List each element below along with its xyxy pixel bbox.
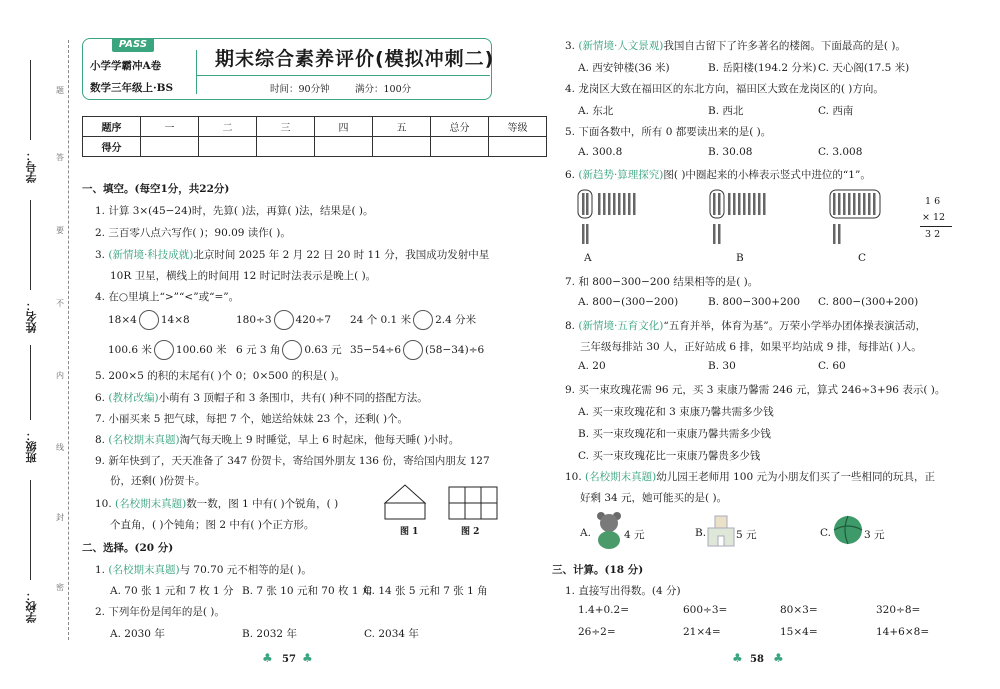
choice-option-a[interactable]: A. 西安钟楼(36 米) (578, 62, 670, 74)
choice-option-a[interactable]: A. 300.8 (578, 146, 623, 158)
choice-option-b[interactable]: B. (695, 527, 707, 539)
choice-question-8: 8. (新情境·五育文化)“五育并举，体育为基”。万荣小学举办团体操表演活动， (565, 320, 927, 332)
compare-circle[interactable] (154, 340, 174, 360)
page-number-left: 57 (282, 654, 296, 665)
compare-item (108, 310, 190, 330)
question-6: 6. (教材改编)小萌有 3 顶帽子和 3 条围巾，共有( )种不同的搭配方法。 (95, 392, 428, 404)
compare-right: 100.60 米 (175, 344, 227, 356)
choice-option-b[interactable]: B. 30 (708, 360, 736, 372)
seal-char: 要 (56, 226, 64, 235)
choice-option-b[interactable]: B. 30.08 (708, 146, 753, 158)
score-row-label: 得分 (83, 137, 141, 157)
compare-item (108, 340, 226, 360)
calc-item[interactable]: 600÷3= (683, 604, 728, 616)
building-blocks-icon (706, 512, 736, 548)
compare-circle[interactable] (274, 310, 294, 330)
question-7: 7. 小丽买来 5 把气球，每把 7 个，她送给妹妹 23 个，还剩( )个。 (95, 413, 409, 425)
choice-option-c[interactable]: C. 14 张 5 元和 7 张 1 角 (364, 585, 488, 597)
choice-option-a[interactable]: A. 东北 (578, 105, 614, 117)
compare-left: 180÷3 (236, 314, 272, 326)
choice-question-3: 3. (新情境·人文景观)我国自古留下了许多著名的楼阁。下面最高的是( )。 (565, 40, 906, 52)
palm-icon: ♣ (732, 651, 743, 665)
choice-question-10: 10. (名校期末真题)幼儿园王老师用 100 元为小朋友们买了一些相同的玩具，正 (565, 471, 935, 483)
score-cell[interactable] (257, 137, 315, 157)
question-text: 与 70.70 元不相等的是( )。 (179, 564, 312, 576)
class-label: 班级： (25, 430, 38, 463)
question-tag: (教材改编) (108, 392, 159, 404)
question-10: 10. (名校期末真题)数一数，图 1 中有( )个锐角，( ) (95, 498, 339, 510)
figures-svg (383, 483, 513, 521)
student-number-line[interactable] (30, 60, 31, 140)
series-label: 小学学霸冲A卷 (90, 60, 162, 72)
question-tag: (新情境·五育文化) (578, 320, 664, 332)
question-tag: (名校期末真题) (115, 498, 187, 510)
header-sub-divider (196, 75, 490, 76)
price-label: 5 元 (736, 529, 757, 541)
sticks-figure (572, 186, 892, 248)
choice-option-a[interactable]: A. 800−(300−200) (578, 296, 679, 308)
calc-item[interactable]: 14+6×8= (876, 626, 930, 638)
choice-question-8-cont: 三年级每排站 30 人，正好站成 6 排，如果平均站成 9 排，每排站( )人。 (580, 341, 922, 353)
choice-option-c[interactable]: C. 800−(300+200) (818, 296, 919, 308)
choice-question-7: 7. 和 800−300−200 结果相等的是( )。 (565, 276, 759, 288)
choice-option-c[interactable]: C. 西南 (818, 105, 854, 117)
choice-option-a[interactable]: A. 买一束玫瑰花和 3 束康乃馨共需多少钱 (578, 406, 774, 418)
question-9: 9. 新年快到了，天天准备了 347 份贺卡，寄给国外朋友 136 份，寄给国内朋友 127 (95, 455, 490, 467)
figure-1-house (385, 485, 425, 519)
exam-full-score: 满分：100分 (355, 84, 412, 95)
choice-option-b[interactable]: B. 西北 (708, 105, 744, 117)
calc-item[interactable]: 26÷2= (578, 626, 616, 638)
seal-char: 不 (56, 299, 64, 308)
calc-item[interactable]: 1.4+0.2= (578, 604, 629, 616)
sticks-group-a (578, 190, 636, 244)
choice-question-4: 4. 龙岗区大致在福田区的东北方向，福田区大致在龙岗区的( )方向。 (565, 83, 884, 95)
vertical-calc-rule (920, 226, 952, 227)
choice-option-a[interactable]: A. 20 (578, 360, 606, 372)
price-label: 3 元 (864, 529, 885, 541)
choice-option-b[interactable]: B. 2032 年 (242, 628, 297, 640)
compare-right: 14×8 (160, 314, 190, 326)
question-tag: (名校期末真题) (585, 471, 657, 483)
class-line[interactable] (30, 345, 31, 420)
score-header-cell: 四 (315, 117, 373, 137)
calc-item[interactable]: 320÷8= (876, 604, 921, 616)
question-tag: (新情境·人文景观) (578, 40, 664, 52)
question-text: “五育并举，体育为基”。万荣小学举办团体操表演活动， (663, 320, 927, 332)
grade-label: 数学三年级上·BS (90, 82, 174, 94)
sticks-group-b (710, 190, 766, 244)
score-header-cell: 二 (199, 117, 257, 137)
compare-item (236, 310, 331, 330)
seal-char: 封 (56, 513, 64, 522)
calc-item[interactable]: 80×3= (780, 604, 818, 616)
compare-circle[interactable] (413, 310, 433, 330)
score-cell[interactable] (199, 137, 257, 157)
score-header-cell: 一 (141, 117, 199, 137)
choice-question-2: 2. 下列年份是闰年的是( )。 (95, 606, 225, 618)
question-tag: (新趋势·算理探究) (578, 169, 664, 181)
choice-question-5: 5. 下面各数中，所有 0 都要读出来的是( )。 (565, 126, 772, 138)
compare-right: 420÷7 (295, 314, 332, 326)
vertical-calc-line: × 12 (922, 212, 946, 223)
question-3: 3. (新情境·科技成就)北京时间 2025 年 2 月 22 日 20 时 11 分，我国成功发射中星 (95, 249, 490, 261)
score-header-cell: 等级 (489, 117, 547, 137)
question-text: 淘气每天晚上 9 时睡觉，早上 6 时起床，他每天睡( )小时。 (179, 434, 460, 446)
question-8: 8. (名校期末真题)淘气每天晚上 9 时睡觉，早上 6 时起床，他每天睡( )小时。 (95, 434, 460, 446)
question-text: 我国自古留下了许多著名的楼阁。下面最高的是( )。 (663, 40, 906, 52)
sticks-label-a[interactable]: A (584, 252, 592, 264)
school-line[interactable] (30, 480, 31, 580)
choice-option-a[interactable]: A. 70 张 1 元和 7 枚 1 分 (110, 585, 234, 597)
score-header-cell: 三 (257, 117, 315, 137)
seal-char: 答 (56, 153, 64, 162)
score-cell[interactable] (315, 137, 373, 157)
score-table (82, 116, 547, 157)
sticks-label-c[interactable]: C (858, 252, 867, 264)
school-label: 学校： (25, 590, 38, 623)
compare-right: 0.63 元 (304, 344, 342, 356)
compare-right: 2.4 分米 (435, 314, 477, 326)
choice-option-a[interactable]: A. 2030 年 (110, 628, 165, 640)
score-header-cell: 题序 (83, 117, 141, 137)
question-10-cont: 个直角，( )个钝角；图 2 中有( )个正方形。 (110, 519, 315, 531)
calc-item[interactable]: 21×4= (683, 626, 721, 638)
choice-option-b[interactable]: B. 买一束玫瑰花和一束康乃馨共需多少钱 (578, 428, 771, 440)
ball-icon (832, 514, 864, 546)
score-header-cell: 五 (373, 117, 431, 137)
choice-option-c[interactable]: C. (820, 527, 831, 539)
calc-intro: 1. 直接写出得数。(4 分) (565, 585, 681, 597)
page-title: 期末综合素养评价(模拟冲刺二) (215, 48, 495, 70)
name-label: 姓名： (25, 300, 38, 333)
compare-left: 100.6 米 (108, 344, 152, 356)
question-text: 数一数，图 1 中有( )个锐角，( ) (186, 498, 339, 510)
palm-icon: ♣ (262, 651, 273, 665)
choice-question-1: 1. (名校期末真题)与 70.70 元不相等的是( )。 (95, 564, 312, 576)
compare-left: 35−54÷6 (350, 344, 401, 356)
score-cell[interactable] (489, 137, 547, 157)
figure-2-grid (449, 487, 497, 519)
compare-item (350, 340, 484, 360)
question-text: 小萌有 3 顶帽子和 3 条围巾，共有( )种不同的搭配方法。 (158, 392, 428, 404)
compare-right: (58−34)÷6 (425, 344, 485, 356)
choice-option-b[interactable]: B. 800−300+200 (708, 296, 801, 308)
calc-item[interactable]: 15×4= (780, 626, 818, 638)
price-label: 4 元 (624, 529, 645, 541)
question-tag: (新情境·科技成就) (108, 249, 194, 261)
sticks-group-c (830, 190, 880, 244)
score-cell[interactable] (431, 137, 489, 157)
question-tag: (名校期末真题) (108, 564, 180, 576)
section-choice-heading: 二、选择。(20 分) (82, 542, 174, 554)
student-number-label: 学号： (25, 150, 38, 183)
choice-option-a[interactable]: A. (580, 527, 591, 539)
seal-char: 线 (56, 443, 64, 452)
choice-option-c[interactable]: C. 天心阁(17.5 米) (818, 62, 910, 74)
choice-option-b[interactable]: B. 岳阳楼(194.2 分米) (708, 62, 817, 74)
choice-option-c[interactable]: C. 2034 年 (364, 628, 419, 640)
seal-char: 内 (56, 371, 64, 380)
section-fill-heading: 一、填空。(每空1分，共22分) (82, 183, 230, 195)
exam-time: 时间：90分钟 (270, 84, 330, 95)
choice-option-c[interactable]: C. 买一束玫瑰花比一束康乃馨贵多少钱 (578, 450, 761, 462)
question-tag: (名校期末真题) (108, 434, 180, 446)
question-text: 幼儿园王老师用 100 元为小朋友们买了一些相同的玩具，正 (656, 471, 935, 483)
page-number-right: 58 (750, 654, 764, 665)
score-cell[interactable] (373, 137, 431, 157)
vertical-calc-line: 1 6 (925, 196, 941, 207)
question-2: 2. 三百零八点六写作( )；90.09 读作( )。 (95, 227, 291, 239)
choice-option-c[interactable]: C. 60 (818, 360, 846, 372)
choice-question-10-cont: 好剩 34 元，她可能买的是( )。 (580, 492, 728, 504)
question-text: 北京时间 2025 年 2 月 22 日 20 时 11 分，我国成功发射中星 (193, 249, 490, 261)
compare-item (350, 310, 476, 330)
choice-option-b[interactable]: B. 7 张 10 元和 70 枚 1 角 (242, 585, 373, 597)
compare-circle[interactable] (139, 310, 159, 330)
seal-char: 题 (56, 86, 64, 95)
palm-icon: ♣ (302, 651, 313, 665)
score-cell[interactable] (141, 137, 199, 157)
question-4: 4. 在○里填上“>”“<”或“=”。 (95, 291, 240, 303)
question-text: 图( )中圈起来的小棒表示竖式中进位的“1”。 (663, 169, 871, 181)
seal-char: 密 (56, 583, 64, 592)
question-9-cont: 份，还剩( )份贺卡。 (110, 475, 206, 487)
teddy-bear-icon (593, 510, 625, 550)
choice-question-9: 9. 买一束玫瑰花需 96 元，买 3 束康乃馨需 246 元，算式 246÷3+96 表示( )。 (565, 384, 946, 396)
choice-option-c[interactable]: C. 3.008 (818, 146, 863, 158)
vertical-calc-line: 3 2 (925, 229, 941, 240)
choice-question-6: 6. (新趋势·算理探究)图( )中圈起来的小棒表示竖式中进位的“1”。 (565, 169, 871, 181)
compare-item (236, 340, 342, 360)
compare-left: 24 个 0.1 米 (350, 314, 412, 326)
figure-1-caption: 图 1 (400, 527, 419, 537)
pass-logo: PASS (112, 38, 154, 52)
score-header-cell: 总分 (431, 117, 489, 137)
question-3-cont: 10R 卫星，横线上的时间用 12 时记时法表示是晚上( )。 (110, 270, 377, 282)
compare-circle[interactable] (282, 340, 302, 360)
section-calc-heading: 三、计算。(18 分) (552, 564, 644, 576)
compare-left: 18×4 (108, 314, 137, 326)
compare-left: 6 元 3 角 (236, 344, 281, 356)
question-1: 1. 计算 3×(45−24)时，先算( )法，再算( )法，结果是( )。 (95, 205, 374, 217)
sticks-label-b[interactable]: B (736, 252, 744, 264)
binding-dashed-line (68, 40, 69, 640)
name-line[interactable] (30, 200, 31, 290)
palm-icon: ♣ (773, 651, 784, 665)
figure-2-caption: 图 2 (461, 527, 480, 537)
header-divider (196, 50, 197, 94)
compare-circle[interactable] (403, 340, 423, 360)
question-5: 5. 200×5 的积的末尾有( )个 0；0×500 的积是( )。 (95, 370, 346, 382)
